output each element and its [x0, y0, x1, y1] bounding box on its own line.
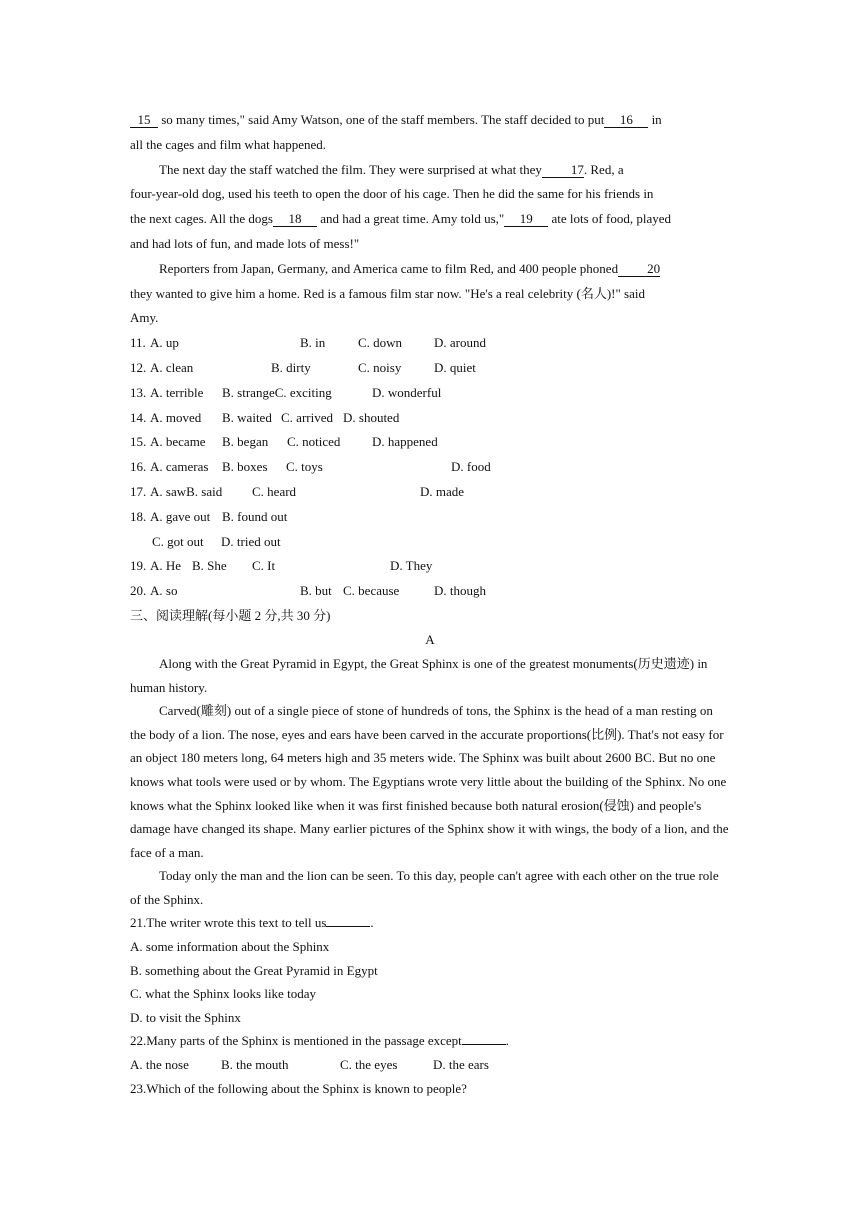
- option-c: C. because: [343, 583, 400, 599]
- question-23: 23.Which of the following about the Sphinx is known to people?: [130, 1080, 467, 1096]
- cloze-paragraph-3: [130, 257, 730, 282]
- option-row-19: [130, 554, 730, 579]
- text: and had a great time. Amy told us,": [316, 211, 505, 227]
- option-b: B. in: [300, 335, 326, 351]
- text: the next cages. All the dogs: [130, 211, 273, 227]
- option-b: B. boxes: [222, 459, 268, 475]
- option-b: B. the mouth: [221, 1057, 289, 1073]
- option-d: D. made: [420, 483, 465, 499]
- question-stem: 22.Many parts of the Sphinx is mentioned in the passage except: [130, 1033, 462, 1049]
- option-row-11: [130, 331, 730, 356]
- option-d: D. quiet: [434, 359, 476, 375]
- option-d: D. They: [390, 558, 433, 574]
- option-d: D. food: [451, 459, 491, 475]
- option-row-15: [130, 430, 730, 455]
- question-number: 16.: [130, 459, 147, 475]
- option-a: A. so: [150, 583, 178, 599]
- text: and had lots of fun, and made lots of mess!": [130, 235, 360, 251]
- option-d: D. though: [434, 583, 486, 599]
- option-c: C. down: [358, 335, 403, 351]
- cloze-paragraph-2: [130, 158, 730, 183]
- option-a: A. gave out: [150, 508, 211, 524]
- question-22-options: [130, 1053, 730, 1077]
- option-b: B. waited: [222, 409, 272, 425]
- blank-15: 15: [130, 112, 158, 128]
- question-21: [130, 911, 730, 935]
- content: [130, 108, 730, 1100]
- blank-17: 17: [542, 162, 584, 178]
- option-d: D. to visit the Sphinx: [130, 1009, 241, 1025]
- option-a: A. up: [150, 335, 179, 351]
- text: Reporters from Japan, Germany, and America came to film Red, and 400 people phoned: [159, 260, 619, 276]
- question-number: 20.: [130, 583, 147, 599]
- blank-18: 18: [273, 211, 317, 227]
- option-row-18-cont: [130, 530, 730, 555]
- option-a: A. the nose: [130, 1057, 189, 1073]
- section-heading: 三、阅读理解(每小题 2 分,共 30 分): [130, 607, 331, 623]
- blank-19: 19: [504, 211, 548, 227]
- option-b: B. She: [192, 558, 227, 574]
- cloze-paragraph-2-cont: [130, 182, 730, 256]
- option-a: A. clean: [150, 359, 194, 375]
- passage-label: A: [425, 631, 435, 647]
- answer-blank: [462, 1032, 506, 1045]
- question-number: 19.: [130, 558, 147, 574]
- answer-blank: [326, 914, 370, 927]
- option-c: C. toys: [286, 459, 323, 475]
- text: in: [648, 112, 662, 127]
- cloze-paragraph-3-cont: [130, 282, 730, 332]
- option-row-13: [130, 381, 730, 406]
- option-c: C. what the Sphinx looks like today: [130, 986, 316, 1002]
- option-a: A. terrible: [150, 384, 204, 400]
- option-d: D. shouted: [343, 409, 400, 425]
- option-b: B. something about the Great Pyramid in Egypt: [130, 962, 378, 978]
- text: Amy.: [130, 310, 159, 326]
- option-c: C. It: [252, 558, 276, 574]
- option-bc: B. strangeC. exciting: [222, 384, 332, 400]
- text: so many times," said Amy Watson, one of the staff members. The staff decided to put: [158, 112, 605, 127]
- passage-paragraph-3: Today only the man and the lion can be seen. To this day, people can't agree with each other on the true role of the Sphinx.: [130, 868, 719, 907]
- option-c: C. noisy: [358, 359, 402, 375]
- question-number: 11.: [130, 335, 146, 351]
- text: they wanted to give him a home. Red is a famous film star now. "He's a real celebrity (名人)!" said: [130, 285, 645, 301]
- text: four-year-old dog, used his teeth to open the door of his cage. Then he did the same for his friends in: [130, 186, 654, 202]
- option-c: C. heard: [252, 483, 297, 499]
- option-row-14: [130, 406, 730, 431]
- text: .: [370, 915, 374, 931]
- question-number: 18.: [130, 508, 147, 524]
- option-row-17: [130, 480, 730, 505]
- text: . Red, a: [583, 161, 624, 177]
- option-a: A. became: [150, 434, 206, 450]
- text: ate lots of food, played: [548, 211, 671, 227]
- option-b: B. found out: [222, 508, 288, 524]
- option-a: A. cameras: [150, 459, 209, 475]
- text: .: [505, 1033, 510, 1049]
- option-d: D. happened: [372, 434, 438, 450]
- passage-paragraph-2: Carved(雕刻) out of a single piece of stone of hundreds of tons, the Sphinx is the head of a man resting on the body of a lion. The nose, eyes and ears have been carved in the accurate proportions(比例). That's not easy for an object 180 meters long, 64 meters high and 35 meters wide. The Sphinx was built about 2600 BC. But no one knows what tools were used or by whom. The Egyptians wrote very little about the building of the Sphinx. No one knows what the Sphinx looked like when it was first finished because both natural erosion(侵蚀) and people's damage have changed its shape. Many earlier pictures of the Sphinx show it with wings, the body of a lion, and the face of a man.: [130, 703, 729, 860]
- option-d: D. around: [434, 335, 486, 351]
- option-d: D. wonderful: [372, 384, 442, 400]
- option-row-12: [130, 356, 730, 381]
- option-row-18: [130, 505, 730, 530]
- option-c: C. noticed: [287, 434, 341, 450]
- option-c: C. arrived: [281, 409, 333, 425]
- question-stem: 21.The writer wrote this text to tell us: [130, 915, 327, 931]
- question-22: [130, 1029, 730, 1053]
- passage-paragraph-1: Along with the Great Pyramid in Egypt, the Great Sphinx is one of the greatest monuments(历史遗迹) in human history.: [130, 655, 708, 695]
- text: The next day the staff watched the film. They were surprised at what they: [159, 161, 542, 177]
- option-b: B. dirty: [271, 359, 311, 375]
- options-list: [130, 331, 730, 604]
- option-a: A. He: [150, 558, 182, 574]
- option-row-20: [130, 579, 730, 604]
- option-d: D. tried out: [221, 533, 281, 549]
- question-number: 12.: [130, 359, 147, 375]
- blank-20: 20: [618, 261, 660, 277]
- option-a: A. moved: [150, 409, 202, 425]
- blank-16: 16: [604, 112, 648, 128]
- option-c: C. the eyes: [340, 1057, 398, 1073]
- question-number: 14.: [130, 409, 147, 425]
- option-b: B. began: [222, 434, 269, 450]
- option-ab: A. sawB. said: [150, 483, 223, 499]
- option-a: A. some information about the Sphinx: [130, 939, 330, 955]
- cloze-paragraph-1: [130, 108, 730, 158]
- question-number: 15.: [130, 434, 147, 450]
- option-d: D. the ears: [433, 1057, 489, 1073]
- question-number: 13.: [130, 384, 147, 400]
- option-b: B. but: [300, 583, 332, 599]
- option-row-16: [130, 455, 730, 480]
- question-number: 17.: [130, 483, 147, 499]
- text: all the cages and film what happened.: [130, 136, 327, 152]
- option-c: C. got out: [152, 533, 204, 549]
